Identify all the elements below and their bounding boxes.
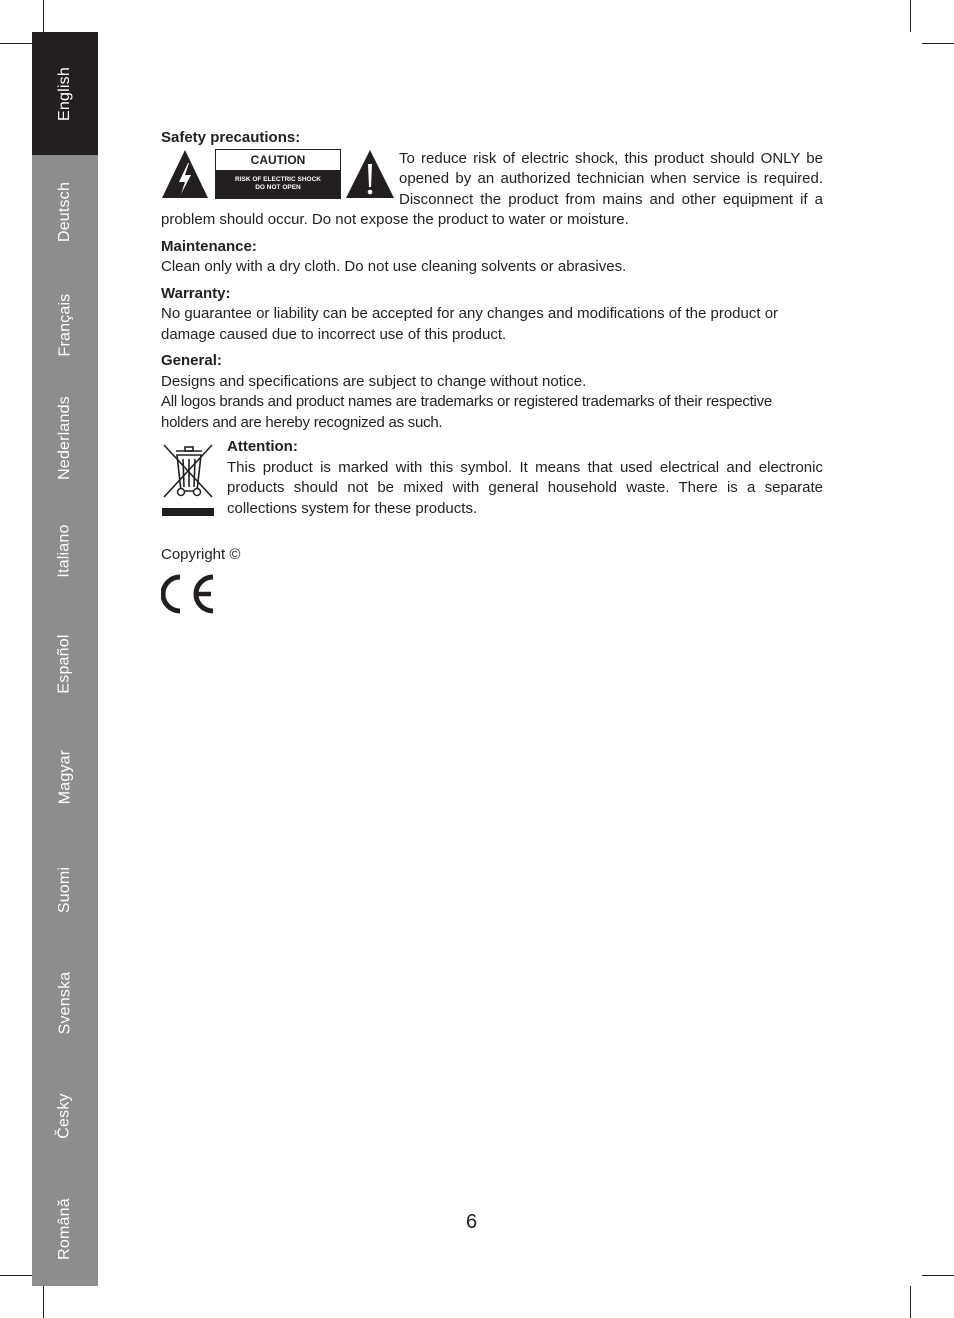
tab-label: Italiano [55,523,73,578]
tab-suomi[interactable] [32,833,98,946]
tab-english[interactable] [32,32,98,155]
tab-romana[interactable] [32,1172,98,1286]
maintenance-section [161,237,823,278]
safety-text: To reduce risk of electric shock, this product should ONLY be opened by an authorized technician when service is required. Disconnect the product from mains and other equipment if a problem should occur. Do not expose the product to water or moisture. [161,149,823,228]
tab-label: Suomi [55,866,73,913]
general-heading: General: [161,352,222,369]
general-section [161,351,823,433]
attention-section [161,437,823,519]
crop-mark [43,0,44,32]
manual-content [161,128,823,614]
tab-nederlands[interactable] [32,381,98,494]
tab-label: Nederlands [56,395,74,480]
tab-label: Česky [55,1092,73,1139]
exclamation-warning-icon [345,149,395,199]
crop-mark [922,43,954,44]
caution-label [215,149,341,199]
tab-svenska[interactable] [32,946,98,1059]
caution-line: DO NOT OPEN [255,183,301,191]
crop-mark [0,1275,32,1276]
tab-label: Deutsch [55,181,73,242]
crossed-out-bin-icon [161,441,215,517]
language-tabs [32,32,98,1286]
attention-text: This product is marked with this symbol. It means that used electrical and electronic products should not be mixed with general household waste. There is a separate collections system for these products. [227,458,823,517]
lightning-warning-icon [161,149,209,199]
maintenance-text: Clean only with a dry cloth. Do not use cleaning solvents or abrasives. [161,258,627,275]
tab-magyar[interactable] [32,720,98,833]
page-number: 6 [466,1211,478,1233]
copyright-text: Copyright © [161,546,241,563]
caution-symbols [161,149,395,201]
tab-label: English [55,66,73,121]
caution-subtitle [216,170,340,198]
tab-deutsch[interactable] [32,155,98,268]
maintenance-heading: Maintenance: [161,237,257,255]
attention-heading: Attention: [227,438,298,455]
tab-cesky[interactable] [32,1059,98,1172]
tab-francais[interactable] [32,268,98,381]
general-text: All logos brands and product names are trademarks or registered trademarks of their respective holders and are hereby recognized as such. [161,393,772,431]
warranty-text: No guarantee or liability can be accepted for any changes and modifications of the product or damage caused due to incorrect use of this product. [161,305,779,343]
safety-heading: Safety precautions: [161,129,301,146]
crop-mark [43,1286,44,1318]
tab-espanol[interactable] [32,607,98,720]
caution-title: CAUTION [250,152,306,167]
tab-label: Magyar [56,749,73,804]
tab-label: Svenska [56,971,73,1034]
tab-italiano[interactable] [32,494,98,607]
tab-label: Español [55,633,73,694]
safety-section [161,149,823,231]
crop-mark [0,43,32,44]
tab-label: Română [56,1198,73,1260]
crop-mark [910,1286,911,1318]
crop-mark [910,0,911,32]
ce-mark-icon [161,574,217,614]
tab-label: Français [55,293,73,356]
crop-mark [922,1275,954,1276]
general-text: Designs and specifications are subject to change without notice. [161,372,587,390]
warranty-section [161,284,823,346]
warranty-heading: Warranty: [161,284,231,302]
caution-line: RISK OF ELECTRIC SHOCK [235,175,321,183]
